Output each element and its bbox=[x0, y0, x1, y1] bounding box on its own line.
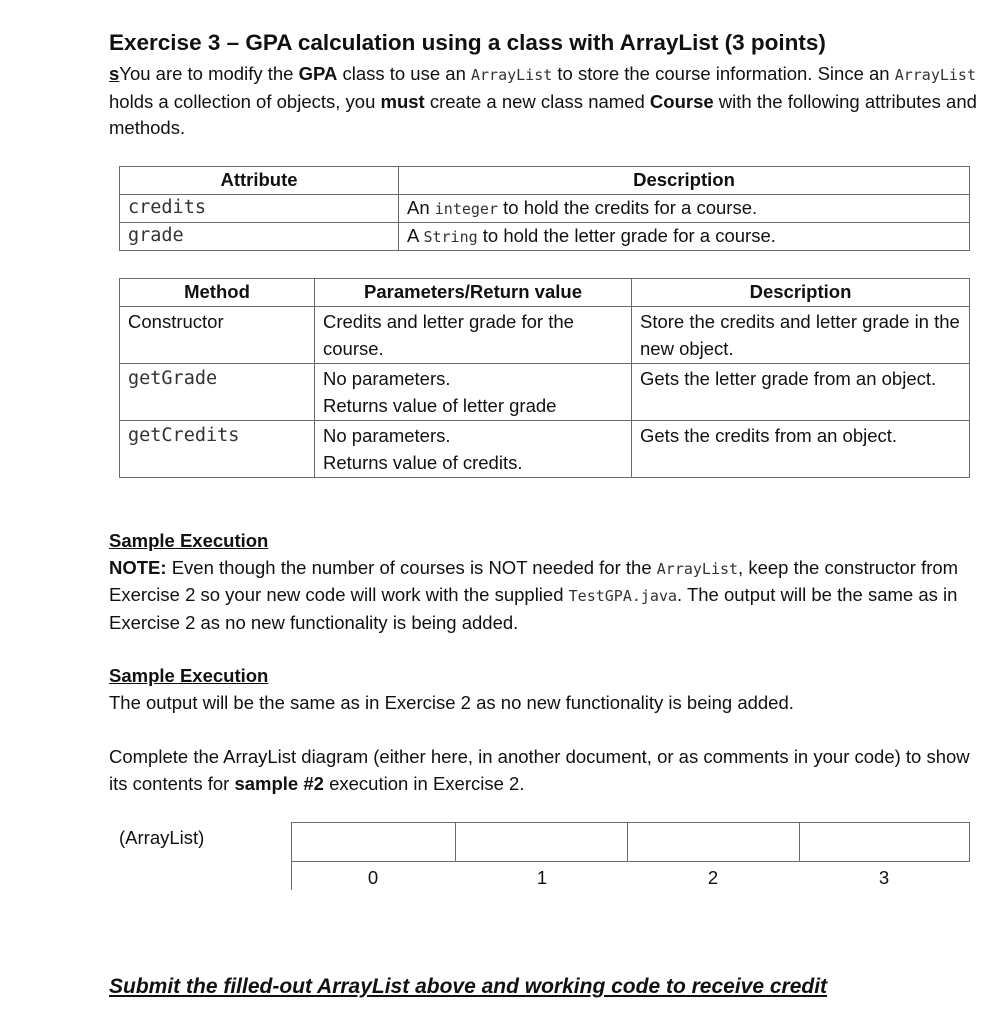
sample-execution-1 bbox=[109, 528, 984, 636]
method-params bbox=[315, 364, 632, 421]
method-name: getGrade bbox=[120, 364, 315, 421]
table-row bbox=[120, 421, 970, 478]
note-text-1: Even though the number of courses is NOT needed for the bbox=[166, 556, 657, 578]
intro-text-1: You are to modify the bbox=[119, 63, 299, 84]
complete-instruction bbox=[109, 744, 984, 797]
table-row bbox=[120, 195, 970, 223]
note-code-testgpa: TestGPA.java bbox=[568, 587, 678, 605]
sample-note bbox=[109, 555, 984, 637]
attr-desc-post: to hold the credits for a course. bbox=[498, 197, 758, 218]
intro-code-arraylist: ArrayList bbox=[471, 66, 553, 84]
intro-text-4: holds a collection of objects, you bbox=[109, 90, 381, 112]
table-row bbox=[120, 364, 970, 421]
sample-heading-1: Sample Execution bbox=[109, 530, 269, 551]
complete-bold: sample #2 bbox=[234, 772, 324, 794]
arraylist-label: (ArrayList) bbox=[119, 827, 205, 848]
complete-text-1: Complete the ArrayList diagram (either here, in another document, or as comments in your code) to show its contents for bbox=[109, 746, 970, 794]
arraylist-index-0: 0 bbox=[367, 867, 379, 888]
method-description: Store the credits and letter grade in the new object. bbox=[632, 307, 970, 364]
stray-s: s bbox=[109, 63, 120, 84]
arraylist-index-2: 2 bbox=[707, 867, 719, 888]
intro-text-6: with the following attributes and methods. bbox=[109, 90, 977, 138]
params-line-2: Returns value of credits. bbox=[323, 452, 523, 473]
method-description: Gets the credits from an object. bbox=[632, 421, 970, 478]
note-text-2: , keep the constructor from Exercise 2 so your new code will work with the supplied bbox=[109, 556, 959, 605]
attr-desc-code: String bbox=[423, 228, 478, 246]
attr-desc-pre: A bbox=[407, 225, 424, 246]
meth-header-method: Method bbox=[120, 279, 315, 307]
meth-header-description: Description bbox=[632, 279, 970, 307]
attr-header-attribute: Attribute bbox=[120, 167, 399, 195]
intro-must: must bbox=[380, 90, 425, 112]
intro-text-5: create a new class named bbox=[424, 90, 650, 112]
arraylist-slot-0 bbox=[291, 822, 456, 862]
arraylist-index-1: 1 bbox=[536, 867, 548, 888]
method-name: getCredits bbox=[120, 421, 315, 478]
methods-table bbox=[119, 278, 970, 478]
method-params: Credits and letter grade for the course. bbox=[315, 307, 632, 364]
attr-desc-code: integer bbox=[434, 200, 498, 218]
attr-name: credits bbox=[120, 195, 399, 223]
arraylist-index-divider bbox=[291, 862, 292, 890]
intro-paragraph bbox=[109, 61, 984, 142]
method-name: Constructor bbox=[120, 307, 315, 364]
method-description: Gets the letter grade from an object. bbox=[632, 364, 970, 421]
attr-desc-post: to hold the letter grade for a course. bbox=[477, 225, 776, 246]
table-row bbox=[120, 223, 970, 251]
sample-heading-2: Sample Execution bbox=[109, 665, 269, 686]
intro-gpa: GPA bbox=[298, 63, 338, 84]
arraylist-slot-1 bbox=[455, 822, 628, 862]
note-code-arraylist: ArrayList bbox=[656, 559, 739, 578]
attr-description bbox=[399, 223, 970, 251]
attributes-table bbox=[119, 166, 970, 251]
intro-code-arraylist-2: ArrayList bbox=[894, 66, 976, 84]
attr-description bbox=[399, 195, 970, 223]
params-line-1: No parameters. bbox=[323, 425, 451, 446]
exercise-title: Exercise 3 – GPA calculation using a class with ArrayList (3 points) bbox=[109, 30, 826, 55]
attr-desc-pre: An bbox=[407, 197, 435, 218]
meth-header-params: Parameters/Return value bbox=[315, 279, 632, 307]
attributes-header-row bbox=[120, 167, 970, 195]
arraylist-slot-2 bbox=[627, 822, 800, 862]
attr-header-description: Description bbox=[399, 167, 970, 195]
intro-course: Course bbox=[649, 90, 714, 112]
params-line-2: Returns value of letter grade bbox=[323, 395, 557, 416]
table-row bbox=[120, 307, 970, 364]
sample-2-text: The output will be the same as in Exercise 2 as no new functionality is being added. bbox=[109, 691, 794, 713]
arraylist-index-3: 3 bbox=[878, 867, 890, 888]
params-line-1: No parameters. bbox=[323, 368, 451, 389]
methods-header-row bbox=[120, 279, 970, 307]
intro-text-3: to store the course information. Since an bbox=[552, 63, 895, 84]
intro-text-2: class to use an bbox=[337, 63, 471, 84]
note-text-3: . The output will be the same as in Exercise 2 as no new functionality is being added. bbox=[109, 584, 958, 633]
attr-name: grade bbox=[120, 223, 399, 251]
complete-text-2: execution in Exercise 2. bbox=[323, 772, 525, 794]
note-label: NOTE: bbox=[109, 556, 167, 578]
sample-execution-2 bbox=[109, 663, 984, 716]
arraylist-slot-3 bbox=[799, 822, 970, 862]
method-params bbox=[315, 421, 632, 478]
submit-instruction: Submit the filled-out ArrayList above and working code to receive credit bbox=[109, 975, 828, 998]
